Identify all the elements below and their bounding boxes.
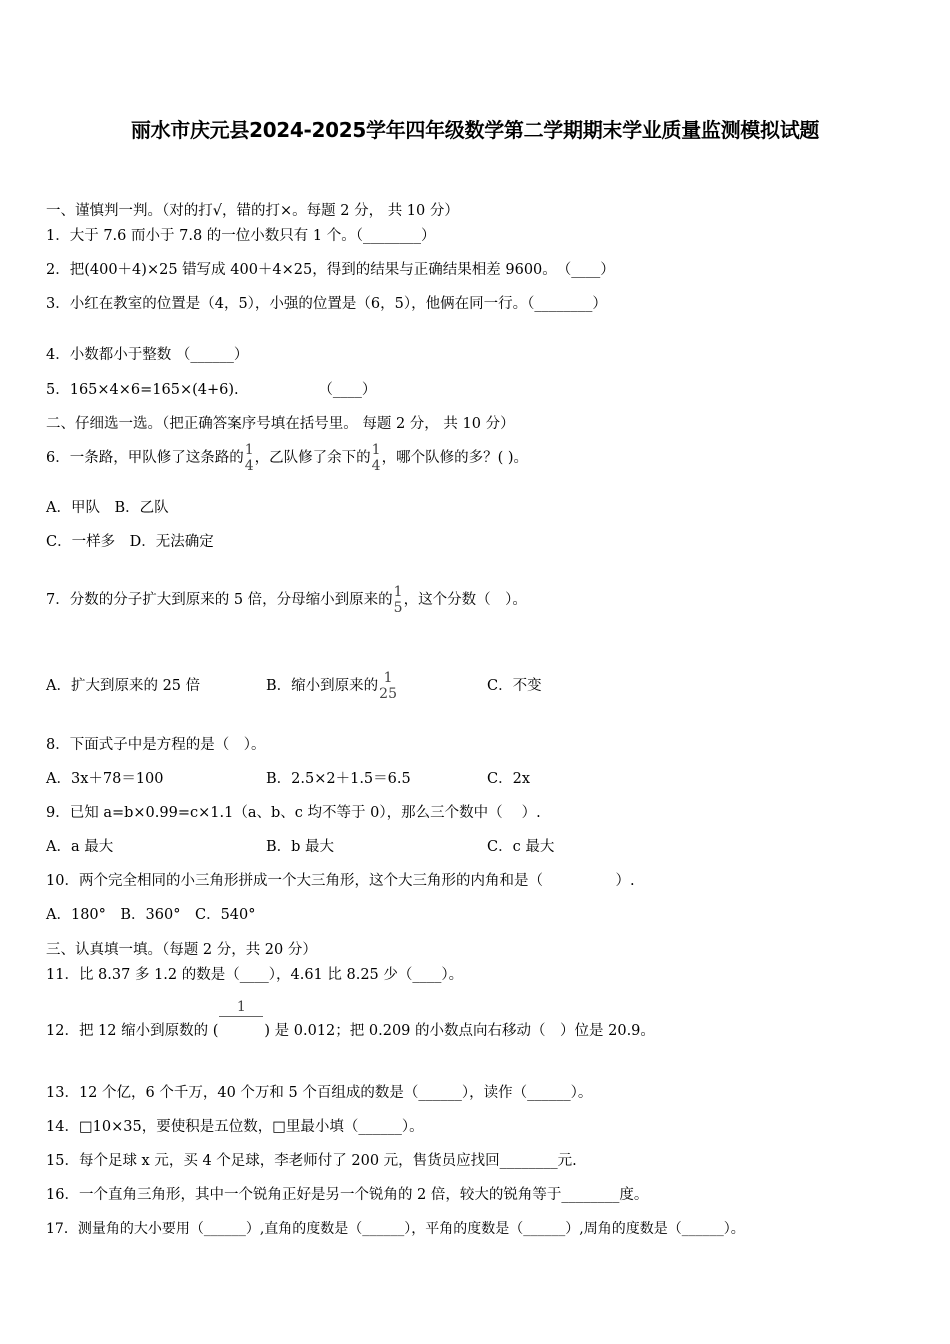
question-12-text-1: 12．把 12 缩小到原数的 ( — [46, 1023, 219, 1039]
section-2-heading: 二、仔细选一选。（把正确答案序号填在括号里。 每题 2 分， 共 10 分） — [46, 416, 515, 432]
page-title: 丽水市庆元县2024-2025学年四年级数学第二学期期末学业质量监测模拟试题 — [130, 118, 820, 142]
question-9-option-a: A．a 最大 — [46, 839, 114, 855]
question-7-option-b — [266, 658, 398, 714]
question-15: 15．每个足球 x 元，买 4 个足球，李老师付了 200 元，售货员应找回________元. — [46, 1153, 577, 1169]
fraction-one-quarter — [245, 442, 254, 474]
question-6-options-cd: C．一样多 D．无法确定 — [46, 534, 214, 550]
option-b-text: B．缩小到原来的 — [266, 678, 379, 694]
question-8: 8．下面式子中是方程的是（ ）。 — [46, 737, 266, 753]
question-17: 17．测量角的大小要用（______）,直角的度数是（______），平角的度数是（______）,周角的度数是（______）。 — [46, 1221, 745, 1237]
question-11: 11．比 8.37 多 1.2 的数是（____），4.61 比 8.25 少（____）。 — [46, 967, 464, 983]
question-4: 4．小数都小于整数 （______） — [46, 347, 249, 363]
fraction-denominator: 4 — [244, 458, 254, 474]
section-3-heading: 三、认真填一填。（每题 2 分，共 20 分） — [46, 942, 317, 958]
fraction-one-twentyfifth — [379, 670, 397, 702]
fraction-numerator: 1 — [244, 442, 254, 458]
question-9: 9．已知 a=b×0.99=c×1.1（a、b、c 均不等于 0），那么三个数中（ ）. — [46, 805, 541, 821]
fraction-blank — [219, 998, 263, 1017]
question-7-text-2: ，这个分数（ ）。 — [403, 592, 527, 608]
question-3: 3．小红在教室的位置是（4，5），小强的位置是（6，5），他俩在同一行。（________） — [46, 296, 607, 312]
fraction-one-quarter — [372, 442, 381, 474]
question-8-option-a: A．3x＋78＝100 — [46, 771, 164, 787]
question-7-option-c: C．不变 — [487, 678, 542, 694]
question-9-option-b: B．b 最大 — [266, 839, 335, 855]
question-7-option-a: A．扩大到原来的 25 倍 — [46, 678, 201, 694]
question-13: 13．12 个亿，6 个千万，40 个万和 5 个百组成的数是（______），读作（______）。 — [46, 1085, 593, 1101]
question-10: 10．两个完全相同的小三角形拼成一个大三角形，这个大三角形的内角和是（ ）. — [46, 873, 635, 889]
question-2: 2．把(400＋4)×25 错写成 400＋4×25，得到的结果与正确结果相差 9600。 （____） — [46, 262, 615, 278]
question-7 — [46, 574, 527, 626]
question-6 — [46, 440, 528, 476]
question-1: 1．大于 7.6 而小于 7.8 的一位小数只有 1 个。（________） — [46, 228, 436, 244]
fraction-denominator: 4 — [371, 458, 381, 474]
fraction-numerator: 1 — [219, 998, 263, 1017]
question-6-text-3: ，哪个队修的多？( )。 — [381, 450, 529, 466]
fraction-one-fifth — [394, 584, 403, 616]
fraction-numerator: 1 — [383, 670, 393, 686]
question-5: 5．165×4×6=165×(4+6). （____） — [46, 382, 377, 398]
question-7-text-1: 7．分数的分子扩大到原来的 5 倍，分母缩小到原来的 — [46, 592, 393, 608]
question-9-option-c: C．c 最大 — [487, 839, 555, 855]
question-12 — [46, 1000, 655, 1062]
question-10-options: A．180° B．360° C．540° — [46, 907, 256, 923]
question-12-text-2: ) 是 0.012；把 0.209 的小数点向右移动（ ）位是 20.9。 — [264, 1023, 655, 1039]
fraction-denominator: 5 — [393, 600, 403, 616]
question-16: 16．一个直角三角形，其中一个锐角正好是另一个锐角的 2 倍，较大的锐角等于________度。 — [46, 1187, 649, 1203]
fraction-numerator: 1 — [393, 584, 403, 600]
question-6-text-2: ，乙队修了余下的 — [254, 450, 371, 466]
section-1-heading: 一、谨慎判一判。（对的打√，错的打×。每题 2 分， 共 10 分） — [46, 203, 459, 219]
fraction-denominator: 25 — [379, 686, 397, 702]
fraction-numerator: 1 — [371, 442, 381, 458]
question-8-option-c: C．2x — [487, 771, 530, 787]
question-8-option-b: B．2.5×2＋1.5＝6.5 — [266, 771, 411, 787]
question-6-text-1: 6．一条路，甲队修了这条路的 — [46, 450, 244, 466]
question-6-options-ab: A．甲队 B．乙队 — [46, 500, 169, 516]
question-14: 14．□10×35，要使积是五位数，□里最小填（______）。 — [46, 1119, 424, 1135]
